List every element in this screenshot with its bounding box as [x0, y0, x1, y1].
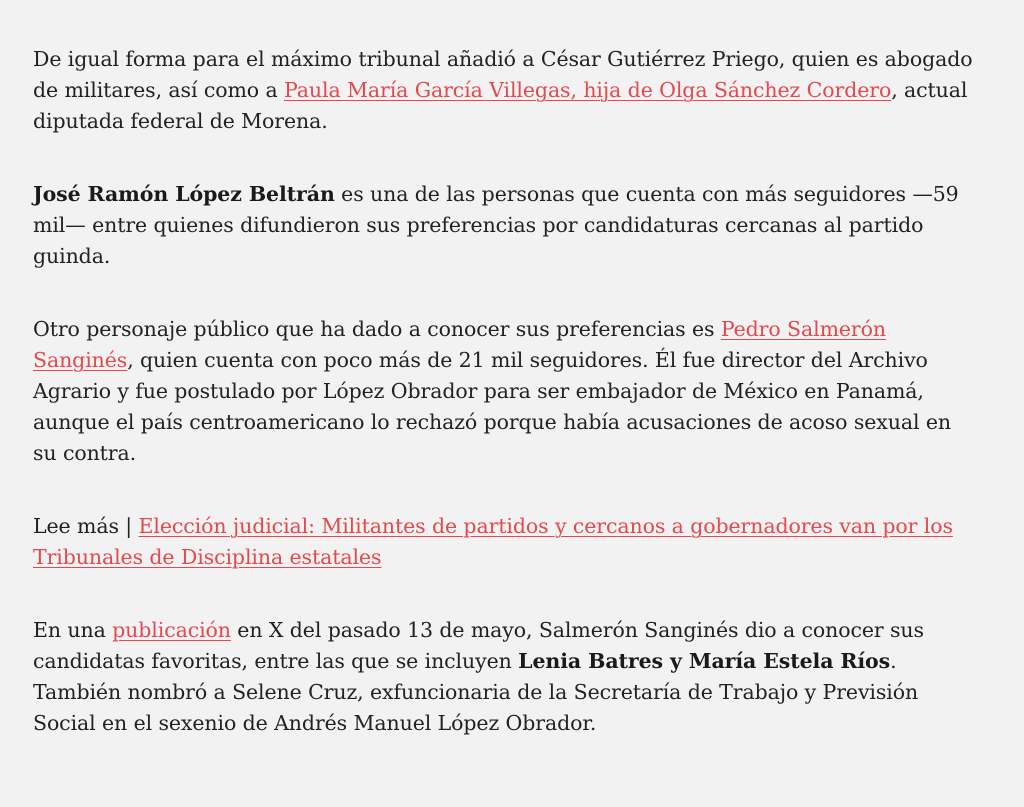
paragraph-text: . También nombró a Selene Cruz, exfuncionaria de la Secretaría de Trabajo y Previsión Social en el sexenio de Andrés Manuel López Obrador.: [33, 649, 919, 735]
paragraph-text: En una: [33, 618, 113, 642]
link-eleccion-judicial-article[interactable]: Elección judicial: Militantes de partidos y cercanos a gobernadores van por los Tribunales de Disciplina estatales: [33, 514, 953, 569]
article-body: [33, 44, 978, 781]
paragraph-pedro-salmeron: [33, 314, 978, 469]
paragraph-text: es una de las personas que cuenta con más seguidores —59 mil— entre quienes difundieron sus preferencias por candidaturas cercanas al partido guinda.: [33, 182, 959, 268]
bold-name: José Ramón López Beltrán: [33, 182, 335, 206]
link-paula-maria-garcia-villegas[interactable]: Paula María García Villegas, hija de Olga Sánchez Cordero: [284, 78, 892, 102]
bold-candidatas: Lenia Batres y María Estela Ríos: [518, 649, 891, 673]
paragraph-lee-mas: [33, 511, 978, 573]
link-publicacion[interactable]: publicación: [112, 618, 231, 642]
paragraph-text: Otro personaje público que ha dado a conocer sus preferencias es: [33, 317, 721, 341]
paragraph-text: , quien cuenta con poco más de 21 mil seguidores. Él fue director del Archivo Agrario y fue postulado por López Obrador para ser embajador de México en Panamá, aunque el país centroamericano lo rechazó porque había acusaciones de acoso sexual en su contra.: [33, 348, 951, 465]
paragraph-text: , actual diputada federal de Morena.: [33, 78, 968, 133]
lee-mas-label: Lee más |: [33, 514, 139, 538]
paragraph-jose-ramon-lopez-beltran: [33, 179, 978, 272]
paragraph-text: De igual forma para el máximo tribunal añadió a César Gutiérrez Priego, quien es abogado de militares, así como a: [33, 47, 973, 102]
paragraph-publicacion: [33, 615, 978, 739]
link-pedro-salmeron-sangines[interactable]: Pedro Salmerón Sanginés: [33, 317, 886, 372]
paragraph-text: en X del pasado 13 de mayo, Salmerón Sanginés dio a conocer sus candidatas favoritas, entre las que se incluyen: [33, 618, 924, 673]
paragraph-cesar-gutierrez: [33, 44, 978, 137]
